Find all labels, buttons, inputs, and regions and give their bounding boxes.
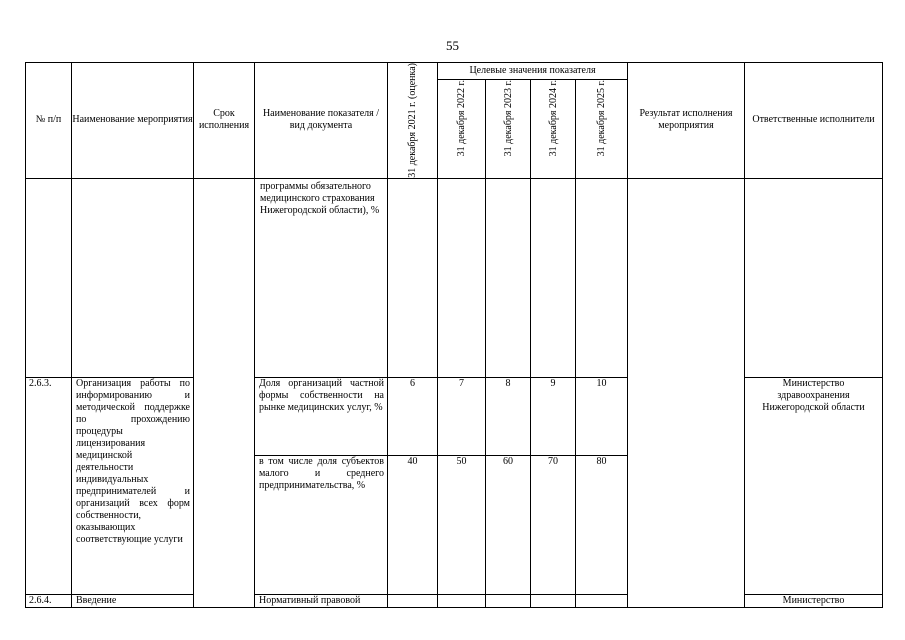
table-row (26, 594, 883, 607)
header-2022: 31 декабря 2022 г. (456, 79, 467, 156)
header-base-2021: 31 декабря 2021 г. (оценка) (407, 63, 418, 178)
page-number: 55 (446, 38, 459, 53)
value-2025: 10 (576, 377, 628, 455)
header-target-values: Целевые значения показателя (438, 63, 628, 80)
header-event: Наименование мероприятия (72, 63, 194, 179)
header-num: № п/п (26, 63, 72, 179)
header-2024: 31 декабря 2024 г. (547, 79, 559, 156)
item-event: Введение (72, 594, 194, 607)
item-number: 2.6.4. (26, 594, 72, 607)
value-2022: 7 (438, 377, 486, 455)
value-2023: 8 (486, 377, 531, 455)
value-2023: 60 (486, 455, 531, 594)
measures-table (25, 62, 883, 608)
header-2025: 31 декабря 2025 г. (596, 79, 607, 156)
item-event: Организация работы по информированию и методической поддержке по прохождению процедуры лицензирования медицинской деятельности индивидуальных предпринимателей и организаций всех форм собственности, оказывающих соответствующие услуги (72, 377, 194, 594)
value-2024: 9 (531, 377, 576, 455)
header-indicator: Наименование показателя / вид документа (255, 63, 388, 179)
indicator-continuation: программы обязательного медицинского страхования Нижегородской области), % (255, 178, 388, 377)
item-number: 2.6.3. (26, 377, 72, 594)
term-cell (194, 178, 255, 607)
header-2023: 31 декабря 2023 г. (502, 79, 514, 156)
indicator-name: Нормативный правовой (255, 594, 388, 607)
header-responsible: Ответственные исполнители (745, 63, 883, 179)
value-2021: 6 (388, 377, 438, 455)
indicator-name: в том числе доля субъектов малого и среднего предпринимательства, % (255, 455, 388, 594)
indicator-name: Доля организаций частной формы собственности на рынке медицинских услуг, % (255, 377, 388, 455)
table-row (26, 377, 883, 455)
value-2022: 50 (438, 455, 486, 594)
item-responsible: Министерство (745, 594, 883, 607)
header-term: Срок исполнения (194, 63, 255, 179)
value-2025: 80 (576, 455, 628, 594)
item-responsible: Министерство здравоохранения Нижегородской области (745, 377, 883, 594)
value-2021: 40 (388, 455, 438, 594)
result-cell (628, 178, 745, 607)
table-row (26, 178, 883, 377)
value-2024: 70 (531, 455, 576, 594)
header-result: Результат исполнения мероприятия (628, 63, 745, 179)
